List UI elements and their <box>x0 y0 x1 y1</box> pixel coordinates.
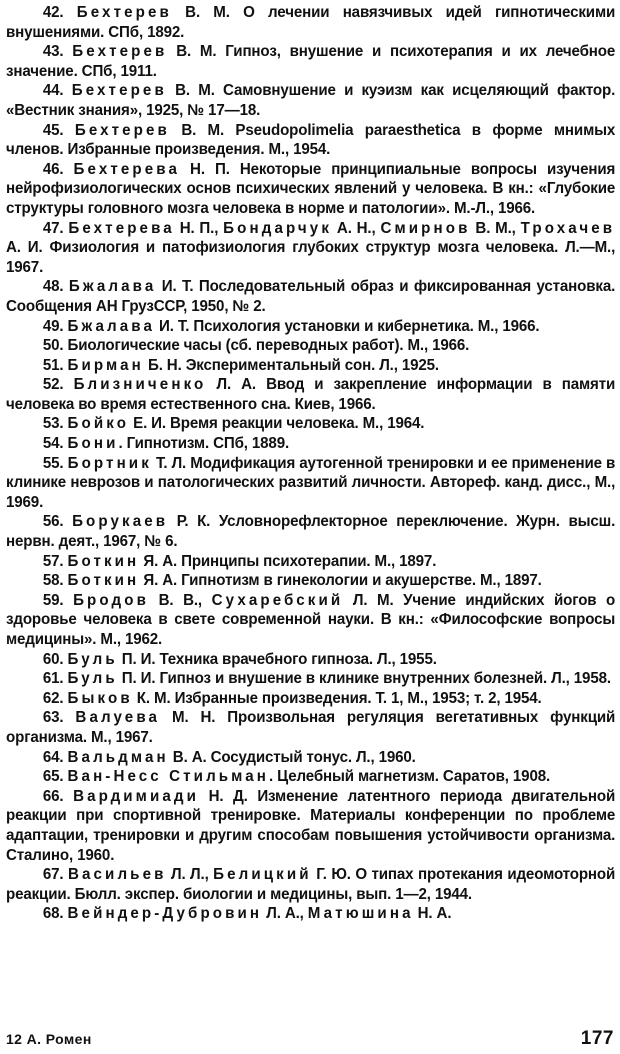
entry-number: 49. <box>42 317 64 335</box>
entry-author: Вардимиади <box>73 787 200 805</box>
entry-author: Бортник <box>67 454 152 472</box>
entry-number: 54. <box>42 435 64 453</box>
entry-author: Бжалава <box>68 278 157 296</box>
entry-author: Бехтерева <box>73 160 180 178</box>
entry-author: Вейндер-Дубровин <box>67 905 263 923</box>
bib-entry-52 <box>6 375 615 414</box>
entry-coauthor: Сухаребский <box>211 591 344 609</box>
entry-text: К. М. Избранные произведения. Т. 1, М., 1953; т. 2, 1954. <box>132 689 542 707</box>
bib-entry-42 <box>6 3 615 42</box>
entry-author: Боткин <box>67 572 140 590</box>
bib-entry-44 <box>6 81 615 120</box>
bib-entry-48 <box>6 277 615 316</box>
entry-text: М. Н. Произвольная регуляция вегетативных функций организма. М., 1967. <box>6 709 616 746</box>
bib-entry-61 <box>6 669 615 689</box>
entry-text: В. М., <box>470 219 521 237</box>
entry-text: В. А. Сосудистый тонус. Л., 1960. <box>168 748 416 766</box>
entry-text: . Целебный магнетизм. Саратов, 1908. <box>269 768 551 786</box>
bibliography-list <box>6 3 615 924</box>
entry-text: Л. А. Ввод и закрепление информации в памяти человека во время естественного сна. Киев, 1966. <box>6 376 616 413</box>
entry-number: 64. <box>42 748 64 766</box>
bib-entry-63 <box>6 708 615 747</box>
entry-text: В. М. Самовнушение и куэизм как исцеляющий фактор. «Вестник знания», 1925, № 17—18. <box>6 82 616 119</box>
entry-number: 66. <box>42 787 64 805</box>
bib-entry-46 <box>6 160 615 219</box>
page-number: 177 <box>580 1028 614 1049</box>
entry-text: П. И. Гипноз и внушение в клинике внутренних болезней. Л., 1958. <box>117 670 611 688</box>
entry-text: Б. Н. Экспериментальный сон. Л., 1925. <box>143 356 439 374</box>
entry-text: Г. Ю. О типах протекания идеомоторной реакции. Бюлл. экспер. биологии и медицины, вып. 1—2, 1944. <box>6 866 616 903</box>
entry-number: 62. <box>42 689 64 707</box>
entry-number: 57. <box>42 552 64 570</box>
bib-entry-45 <box>6 121 615 160</box>
bib-entry-50 <box>6 336 615 356</box>
entry-author: Бжалава <box>67 317 155 335</box>
entry-number: 51. <box>42 356 64 374</box>
bib-entry-60 <box>6 650 615 670</box>
entry-number: 45. <box>42 121 64 139</box>
entry-author: Бирман <box>67 356 144 374</box>
entry-text: Н. П. Некоторые принципиальные вопросы изучения нейрофизиологических основ психических явлений у человека. В кн.: «Глубокие структуры головного мозга человека в норме и патологии». М.-Л., 1966. <box>6 160 616 217</box>
entry-text: Т. Л. Модификация аутогенной тренировки и ее применение в клинике неврозов и патологических развитий личности. Автореф. канд. дисс., М., 1969. <box>6 454 616 511</box>
entry-text: Л. М. Учение индийских йогов о здоровье человека в свете современной науки. В кн.: «Философские вопросы медицины». М., 1962. <box>6 591 616 648</box>
entry-number: 46. <box>42 160 64 178</box>
entry-number: 44. <box>42 82 64 100</box>
entry-number: 55. <box>42 454 64 472</box>
entry-number: 60. <box>42 650 64 668</box>
entry-text: Н. А. <box>413 905 452 923</box>
entry-text: И. Т. Психология установки и кибернетика. М., 1966. <box>154 317 540 335</box>
page-footer <box>6 1028 614 1050</box>
entry-text: В. В., <box>148 591 212 609</box>
bib-entry-58 <box>6 571 615 591</box>
entry-coauthor: Матюшина <box>307 905 414 923</box>
entry-coauthor: Трохачев <box>520 219 616 237</box>
entry-text: Я. А. Гипнотизм в гинекологии и акушерстве. М., 1897. <box>139 572 542 590</box>
entry-number: 48. <box>42 278 64 296</box>
entry-text: Л. А., <box>262 905 308 923</box>
printer-signature: 12 А. Ромен <box>6 1031 92 1047</box>
entry-author: Валуева <box>75 709 161 727</box>
entry-text: Р. К. Условнорефлекторное переключение. Журн. высш. нервн. деят., 1967, № 6. <box>6 513 616 551</box>
entry-number: 61. <box>42 670 64 688</box>
entry-author: Буль <box>67 650 118 668</box>
entry-text: В. М. Pseudopolimelia paraesthetica в форме мнимых членов. Избранные произведения. М., 1954. <box>6 121 616 159</box>
entry-author: Бехтерев <box>74 121 170 139</box>
entry-author: Бехтерев <box>71 82 167 100</box>
entry-author: Васильев <box>67 866 167 884</box>
bib-entry-57 <box>6 552 615 572</box>
entry-author: Бехтерева <box>68 219 175 237</box>
entry-author: Быков <box>67 689 133 707</box>
entry-number: 67. <box>42 866 64 884</box>
entry-number: 56. <box>42 513 64 531</box>
bib-entry-43 <box>6 42 615 81</box>
entry-text: А. Н., <box>332 219 381 237</box>
entry-coauthor: Бондарчук <box>223 219 333 237</box>
entry-author: Боткин <box>67 552 140 570</box>
bib-entry-49 <box>6 317 615 337</box>
entry-number: 42. <box>42 4 64 21</box>
entry-text: Н. Д. Изменение латентного периода двигательной реакции при спортивной тренировке. Материалы конференции по проблеме адаптации, тренировки и другим способам повышения устойчивости организма. Сталино, 1960. <box>6 787 616 864</box>
entry-text: А. И. Физиология и патофизиология глубоких структур мозга человека. Л.—М., 1967. <box>6 239 616 276</box>
entry-number: 63. <box>42 709 64 727</box>
entry-author: Борукаев <box>72 513 169 531</box>
entry-number: 53. <box>42 415 64 433</box>
entry-number: 47. <box>42 219 64 237</box>
entry-author: Вальдман <box>67 748 169 766</box>
bib-entry-51 <box>6 356 615 376</box>
entry-author: Бродов <box>73 591 149 609</box>
bib-entry-47 <box>6 219 615 278</box>
entry-text: Е. И. Время реакции человека. М., 1964. <box>129 415 425 433</box>
bib-entry-68 <box>6 904 615 924</box>
entry-author: Близниченко <box>73 376 207 394</box>
bib-entry-67 <box>6 865 615 904</box>
entry-text: Н. П., <box>174 219 224 237</box>
bib-entry-55 <box>6 454 615 513</box>
entry-author: Бони <box>67 435 119 453</box>
bib-entry-65 <box>6 767 615 787</box>
bib-entry-59 <box>6 591 615 650</box>
entry-text: Биологические часы (сб. переводных работ). М., 1966. <box>67 337 470 355</box>
bib-entry-54 <box>6 434 615 454</box>
entry-number: 68. <box>42 905 64 923</box>
entry-text: Л. Л., <box>166 866 214 884</box>
entry-number: 50. <box>42 337 64 355</box>
entry-number: 59. <box>42 591 64 609</box>
entry-coauthor: Смирнов <box>380 219 471 237</box>
entry-author: Бехтерев <box>76 4 172 21</box>
entry-text: Я. А. Принципы психотерапии. М., 1897. <box>139 552 437 570</box>
entry-author: Буль <box>67 670 118 688</box>
entry-text: В. М. Гипноз, внушение и психотерапия и их лечебное значение. СПб, 1911. <box>6 43 616 80</box>
bib-entry-62 <box>6 689 615 709</box>
entry-text: П. И. Техника врачебного гипноза. Л., 1955. <box>117 650 437 668</box>
entry-author: Бойко <box>67 415 130 433</box>
entry-number: 65. <box>42 768 64 786</box>
entry-number: 58. <box>42 572 64 590</box>
entry-text: . Гипнотизм. СПб, 1889. <box>118 435 290 453</box>
entry-coauthor: Белицкий <box>213 866 312 884</box>
entry-text: В. М. О лечении навязчивых идей гипнотическими внушениями. СПб, 1892. <box>6 4 616 41</box>
entry-author: Бехтерев <box>72 43 168 61</box>
entry-number: 43. <box>42 43 64 61</box>
bib-entry-53 <box>6 414 615 434</box>
entry-number: 52. <box>42 376 64 394</box>
entry-text: И. Т. Последовательный образ и фиксированная установка. Сообщения АН ГрузССР, 1950, № 2. <box>6 278 616 315</box>
entry-author: Ван-Несс Стильман <box>67 768 270 786</box>
bib-entry-66 <box>6 787 615 865</box>
bib-entry-56 <box>6 512 615 551</box>
bib-entry-64 <box>6 748 615 768</box>
